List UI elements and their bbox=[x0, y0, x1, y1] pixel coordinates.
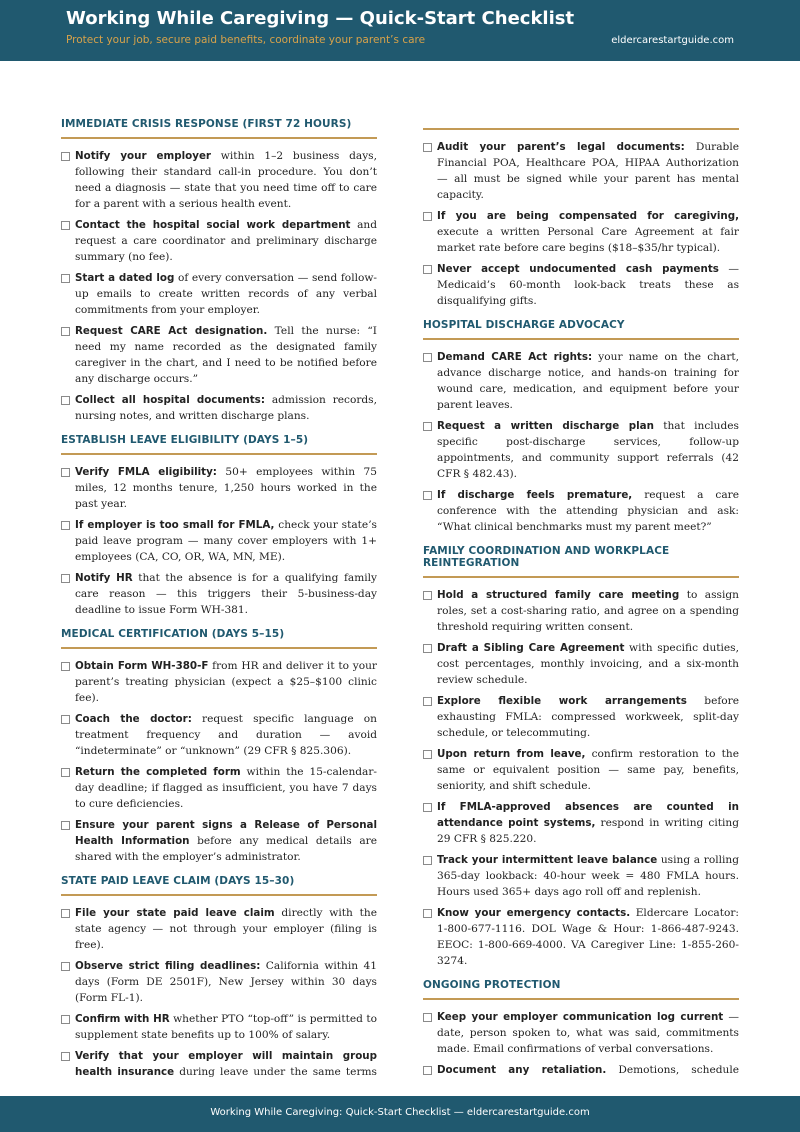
item-text: to assign roles, set a cost-sharing ratio, and agree on a spending threshold requiring written consent. bbox=[437, 589, 739, 633]
item-text: with specific duties, cost percentages, monthly invoicing, and a six-month review schedule. bbox=[437, 642, 739, 686]
section-heading: ESTABLISH LEAVE ELIGIBILITY (DAYS 1–5) bbox=[61, 434, 309, 446]
checkbox-icon[interactable] bbox=[423, 1013, 432, 1022]
item-lead: If FMLA-approved absences are counted in attendance point systems, bbox=[437, 801, 739, 829]
section-divider bbox=[61, 453, 377, 455]
item-lead: Notify your employer bbox=[75, 150, 212, 162]
item-text: admission records, nursing notes, and written discharge plans. bbox=[75, 394, 377, 422]
item-lead: Observe strict filing deadlines: bbox=[75, 960, 261, 972]
item-text: that the absence is for a qualifying family care reason — this triggers their 5-business-day deadline to issue Form WH-381. bbox=[75, 572, 377, 616]
section-divider bbox=[423, 128, 739, 130]
item-lead: If employer is too small for FMLA, bbox=[75, 519, 275, 531]
checkbox-icon[interactable] bbox=[61, 221, 70, 230]
item-text: during leave under the same terms bbox=[179, 1066, 377, 1078]
section-divider bbox=[61, 894, 377, 896]
site-url: eldercarestartguide.com bbox=[611, 35, 734, 46]
checklist-item bbox=[61, 270, 377, 318]
checkbox-icon[interactable] bbox=[423, 212, 432, 221]
item-text: 50+ employees within 75 miles, 12 months tenure, 1,250 hours worked in the past year. bbox=[75, 466, 377, 510]
checklist-item bbox=[61, 817, 377, 865]
checklist bbox=[423, 1009, 739, 1080]
checkbox-icon[interactable] bbox=[61, 468, 70, 477]
item-text: directly with the state agency — not through your employer (filing is free). bbox=[75, 907, 377, 951]
item-text: your name on the chart, advance discharge notice, and hands-on training for wound care, medication, and equipment before your parent leaves. bbox=[437, 351, 739, 411]
section-heading: ONGOING PROTECTION bbox=[423, 979, 561, 991]
item-lead: Upon return from leave, bbox=[437, 748, 586, 760]
item-lead: If discharge feels premature, bbox=[437, 489, 633, 501]
checkbox-icon[interactable] bbox=[423, 591, 432, 600]
checkbox-icon[interactable] bbox=[61, 715, 70, 724]
item-lead: If you are being compensated for caregiving, bbox=[437, 210, 739, 222]
checkbox-icon[interactable] bbox=[423, 491, 432, 500]
section-heading: HOSPITAL DISCHARGE ADVOCACY bbox=[423, 319, 625, 331]
section-establish-leave-eligibility-days-1-5 bbox=[61, 434, 377, 618]
item-lead: Collect all hospital documents: bbox=[75, 394, 265, 406]
item-text: from HR and deliver it to your parent’s treating physician (expect a $25–$100 clinic fee). bbox=[75, 660, 377, 704]
item-text: within 1–2 business days, following their standard call-in procedure. You don’t need a diagnosis — state that you need time off to care for a parent with a serious health event. bbox=[75, 150, 377, 210]
item-lead: Keep your employer communication log current bbox=[437, 1011, 724, 1023]
item-text: Demotions, schedule bbox=[618, 1064, 739, 1076]
item-text: within the 15-calendar-day deadline; if flagged as insufficient, you have 7 days to cure deficiencies. bbox=[75, 766, 377, 810]
section-hospital-discharge-advocacy bbox=[423, 319, 739, 535]
item-text: before any medical details are shared with the employer’s administrator. bbox=[75, 835, 377, 863]
section-state-paid-leave-claim-days-15-30 bbox=[61, 875, 377, 1080]
item-text: execute a written Personal Care Agreement at fair market rate before care begins ($18–$35/hr typical). bbox=[437, 226, 739, 254]
item-lead: Request a written discharge plan bbox=[437, 420, 654, 432]
checklist-item bbox=[423, 208, 739, 256]
section-ongoing-protection bbox=[423, 979, 739, 1080]
section-divider bbox=[61, 647, 377, 649]
item-text: and request a care coordinator and preliminary discharge summary (no fee). bbox=[75, 219, 377, 263]
item-lead: Start a dated log bbox=[75, 272, 175, 284]
item-text: respond in writing citing 29 CFR § 825.220. bbox=[437, 817, 739, 845]
checklist bbox=[61, 464, 377, 618]
checklist-item bbox=[423, 587, 739, 635]
checkbox-icon[interactable] bbox=[423, 697, 432, 706]
item-lead: Track your intermittent leave balance bbox=[437, 854, 658, 866]
checkbox-icon[interactable] bbox=[61, 1015, 70, 1024]
checkbox-icon[interactable] bbox=[61, 327, 70, 336]
section-family-coordination-and-workplace-reinte bbox=[423, 545, 739, 969]
item-lead: Request CARE Act designation. bbox=[75, 325, 268, 337]
checklist-item bbox=[423, 418, 739, 482]
checklist-item bbox=[423, 693, 739, 741]
checklist-item bbox=[423, 799, 739, 847]
item-text: — Medicaid’s 60-month look-back treats these as disqualifying gifts. bbox=[437, 263, 739, 307]
item-text: Eldercare Locator: 1-800-677-1116. DOL Wage & Hour: 1-866-487-9243. EEOC: 1-800-669-4000. VA Caregiver Line: 1-855-260-3274. bbox=[437, 907, 739, 967]
checklist-item bbox=[423, 487, 739, 535]
checklist-item bbox=[61, 570, 377, 618]
checkbox-icon[interactable] bbox=[61, 152, 70, 161]
checklist-item bbox=[61, 517, 377, 565]
checklist-item bbox=[61, 148, 377, 212]
left-column bbox=[61, 118, 377, 1080]
item-lead: Contact the hospital social work department bbox=[75, 219, 351, 231]
item-lead: Audit your parent’s legal documents: bbox=[437, 141, 685, 153]
item-text: Durable Financial POA, Healthcare POA, HIPAA Authorization — all must be signed while your parent has mental capacity. bbox=[437, 141, 739, 201]
checklist-item bbox=[423, 139, 739, 203]
checkbox-icon[interactable] bbox=[423, 422, 432, 431]
item-lead: Coach the doctor: bbox=[75, 713, 192, 725]
checkbox-icon[interactable] bbox=[423, 803, 432, 812]
item-text: Tell the nurse: “I need my name recorded as the designated family caregiver in the chart, and I need to be notified before any discharge occurs.” bbox=[75, 325, 377, 385]
checklist bbox=[423, 349, 739, 535]
checkbox-icon[interactable] bbox=[61, 574, 70, 583]
section-immediate-crisis-response-first-72-hours bbox=[61, 118, 377, 424]
checkbox-icon[interactable] bbox=[61, 962, 70, 971]
checklist bbox=[61, 148, 377, 424]
checklist-item bbox=[423, 349, 739, 413]
checklist-item bbox=[61, 217, 377, 265]
checkbox-icon[interactable] bbox=[423, 1066, 432, 1075]
checklist bbox=[61, 905, 377, 1080]
checkbox-icon[interactable] bbox=[61, 521, 70, 530]
checkbox-icon[interactable] bbox=[61, 909, 70, 918]
checklist-item bbox=[61, 711, 377, 759]
item-lead: Ensure your parent signs a Release of Personal Health Information bbox=[75, 819, 377, 847]
checkbox-icon[interactable] bbox=[61, 768, 70, 777]
checkbox-icon[interactable] bbox=[423, 856, 432, 865]
checklist-item bbox=[423, 1062, 739, 1080]
page-footer bbox=[0, 1096, 800, 1132]
checkbox-icon[interactable] bbox=[61, 274, 70, 283]
item-lead: Document any retaliation. bbox=[437, 1064, 607, 1076]
checkbox-icon[interactable] bbox=[423, 644, 432, 653]
item-lead: Never accept undocumented cash payments bbox=[437, 263, 719, 275]
section-divider bbox=[61, 137, 377, 139]
checkbox-icon[interactable] bbox=[61, 821, 70, 830]
item-text: California within 41 days (Form DE 2501F), New Jersey within 30 days (Form FL-1). bbox=[75, 960, 377, 1004]
checklist-item bbox=[61, 905, 377, 953]
section-divider bbox=[423, 998, 739, 1000]
checklist-item bbox=[61, 658, 377, 706]
checklist-item bbox=[61, 464, 377, 512]
checkbox-icon[interactable] bbox=[423, 353, 432, 362]
checklist-item bbox=[423, 746, 739, 794]
page-header bbox=[0, 0, 800, 61]
section-heading: IMMEDIATE CRISIS RESPONSE (FIRST 72 HOURS) bbox=[61, 118, 352, 130]
item-lead: Explore flexible work arrangements bbox=[437, 695, 687, 707]
checkbox-icon[interactable] bbox=[423, 909, 432, 918]
item-text: before exhausting FMLA: compressed workweek, split-day schedule, or telecommuting. bbox=[437, 695, 739, 739]
checklist bbox=[423, 139, 739, 309]
checklist-item bbox=[61, 1011, 377, 1043]
item-text: check your state’s paid leave program — many cover employers with 1+ employees (CA, CO, OR, WA, MN, ME). bbox=[75, 519, 377, 563]
item-lead: File your state paid leave claim bbox=[75, 907, 275, 919]
checklist-item bbox=[61, 323, 377, 387]
item-lead: Confirm with HR bbox=[75, 1013, 170, 1025]
item-lead: Verify that your employer will maintain group health insurance bbox=[75, 1050, 377, 1078]
page-subtitle: Protect your job, secure paid benefits, coordinate your parent’s care bbox=[66, 34, 426, 46]
checklist-item bbox=[423, 852, 739, 900]
checklist-item bbox=[423, 905, 739, 969]
checklist-item bbox=[423, 1009, 739, 1057]
section-medical-certification-days-5-15 bbox=[61, 628, 377, 865]
checklist-item bbox=[61, 1048, 377, 1080]
checklist-item bbox=[61, 392, 377, 424]
footer-text: Working While Caregiving: Quick-Start Checklist — eldercarestartguide.com bbox=[210, 1107, 590, 1118]
page-title: Working While Caregiving — Quick-Start Checklist bbox=[66, 8, 575, 29]
checkbox-icon[interactable] bbox=[423, 143, 432, 152]
checkbox-icon[interactable] bbox=[423, 750, 432, 759]
checkbox-icon[interactable] bbox=[61, 662, 70, 671]
item-lead: Draft a Sibling Care Agreement bbox=[437, 642, 625, 654]
section-continued bbox=[423, 128, 739, 309]
item-text: whether PTO “top-off” is permitted to supplement state benefits up to 100% of salary. bbox=[75, 1013, 377, 1041]
item-lead: Hold a structured family care meeting bbox=[437, 589, 680, 601]
section-divider bbox=[423, 576, 739, 578]
checkbox-icon[interactable] bbox=[61, 1052, 70, 1061]
item-text: request specific language on treatment frequency and duration — avoid “indeterminate” or “unknown” (29 CFR § 825.306). bbox=[75, 713, 377, 757]
checklist bbox=[423, 587, 739, 969]
item-text: — date, person spoken to, what was said, commitments made. Email confirmations of verbal conversations. bbox=[437, 1011, 739, 1055]
checklist-item bbox=[423, 640, 739, 688]
item-lead: Demand CARE Act rights: bbox=[437, 351, 593, 363]
item-text: using a rolling 365-day lookback: 40-hour week = 480 FMLA hours. Hours used 365+ days ago roll off and replenish. bbox=[437, 854, 739, 898]
item-lead: Know your emergency contacts. bbox=[437, 907, 631, 919]
checkbox-icon[interactable] bbox=[423, 265, 432, 274]
item-text: that includes specific post-discharge services, follow-up appointments, and community support referrals (42 CFR § 482.43). bbox=[437, 420, 739, 480]
section-heading: FAMILY COORDINATION AND WORKPLACE REINTEGRATION bbox=[423, 545, 670, 569]
section-heading: STATE PAID LEAVE CLAIM (DAYS 15–30) bbox=[61, 875, 295, 887]
item-lead: Notify HR bbox=[75, 572, 133, 584]
item-text: request a care conference with the attending physician and ask: “What clinical benchmarks must my parent meet?” bbox=[437, 489, 739, 533]
item-text: of every conversation — send follow-up emails to create written records of any verbal commitments from your employer. bbox=[75, 272, 377, 316]
checklist-item bbox=[423, 261, 739, 309]
item-lead: Verify FMLA eligibility: bbox=[75, 466, 217, 478]
item-lead: Return the completed form bbox=[75, 766, 241, 778]
checkbox-icon[interactable] bbox=[61, 396, 70, 405]
item-lead: Obtain Form WH-380-F bbox=[75, 660, 209, 672]
checklist-item bbox=[61, 958, 377, 1006]
checklist bbox=[61, 658, 377, 865]
checklist-item bbox=[61, 764, 377, 812]
item-text: confirm restoration to the same or equivalent position — same pay, benefits, seniority, and shift schedule. bbox=[437, 748, 739, 792]
section-divider bbox=[423, 338, 739, 340]
right-column bbox=[423, 128, 739, 1080]
section-heading: MEDICAL CERTIFICATION (DAYS 5–15) bbox=[61, 628, 285, 640]
